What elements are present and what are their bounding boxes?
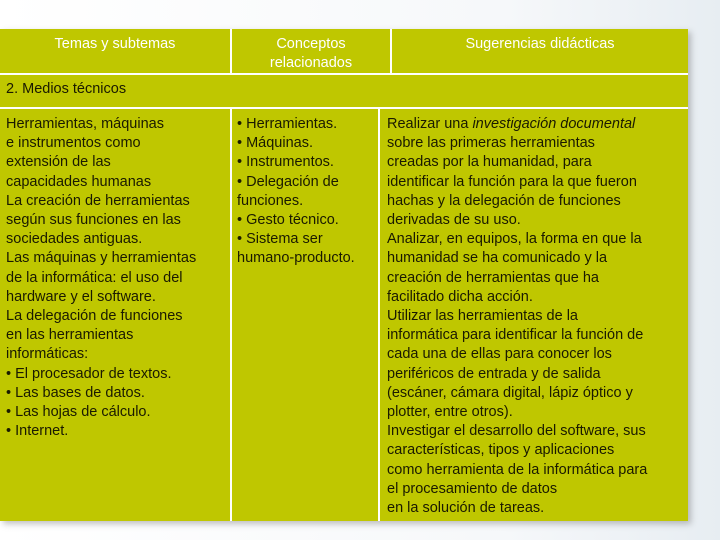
sugerencias-line: creación de herramientas que ha xyxy=(387,269,599,286)
column-divider-2-body xyxy=(378,109,380,521)
temas-line: • Las bases de datos. xyxy=(6,384,145,401)
temas-line: • Las hojas de cálculo. xyxy=(6,404,151,421)
conceptos-line: • Delegación de xyxy=(237,173,339,190)
sugerencias-line: hachas y la delegación de funciones xyxy=(387,192,621,209)
conceptos-line: funciones. xyxy=(237,192,304,209)
sugerencias-line: Investigar el desarrollo del software, sus xyxy=(387,423,646,440)
temas-line: informáticas: xyxy=(6,346,89,363)
temas-line: hardware y el software. xyxy=(6,288,156,305)
sugerencias-line: identificar la función para la que fueron xyxy=(387,173,637,190)
sugerencias-line: cada una de ellas para conocer los xyxy=(387,346,612,363)
temas-line: Herramientas, máquinas xyxy=(6,116,164,132)
temas-line: en las herramientas xyxy=(6,327,134,344)
temas-line: e instrumentos como xyxy=(6,135,141,152)
sugerencias-line xyxy=(387,115,685,134)
conceptos-line: • Sistema ser xyxy=(237,231,323,248)
section-title-text: 2. Medios técnicos xyxy=(6,81,127,97)
temas-line: capacidades humanas xyxy=(6,173,152,190)
sugerencias-prefix: Realizar una xyxy=(387,116,473,132)
temas-line: • Internet. xyxy=(6,423,69,440)
conceptos-line: • Máquinas. xyxy=(237,135,314,152)
sugerencias-line: en la solución de tareas. xyxy=(387,500,545,517)
temas-line: según sus funciones en las xyxy=(6,212,181,229)
header-temas xyxy=(0,35,230,54)
temas-line: Las máquinas y herramientas xyxy=(6,250,197,267)
sugerencias-line: periféricos de entrada y de salida xyxy=(387,365,601,382)
curriculum-table xyxy=(0,29,688,521)
temas-line: extensión de las xyxy=(6,154,111,171)
sugerencias-line: Utilizar las herramientas de la xyxy=(387,308,578,325)
sugerencias-cell xyxy=(387,115,685,518)
temas-cell xyxy=(6,115,228,441)
sugerencias-line: el procesamiento de datos xyxy=(387,480,558,497)
header-conceptos xyxy=(232,35,390,73)
header-sugerencias-label: Sugerencias didácticas xyxy=(465,36,615,52)
header-conceptos-line1: Conceptos xyxy=(276,36,346,52)
conceptos-cell xyxy=(237,115,377,269)
temas-line: sociedades antiguas. xyxy=(6,231,143,248)
conceptos-line: • Gesto técnico. xyxy=(237,212,339,229)
sugerencias-line: derivadas de su uso. xyxy=(387,212,521,229)
sugerencias-line: humanidad se ha comunicado y la xyxy=(387,250,608,267)
temas-line: La creación de herramientas xyxy=(6,192,190,209)
sugerencias-italic: investigación documental xyxy=(472,116,636,132)
sugerencias-line: creadas por la humanidad, para xyxy=(387,154,592,171)
sugerencias-line: características, tipos y aplicaciones xyxy=(387,442,615,459)
sugerencias-line: Analizar, en equipos, la forma en que la xyxy=(387,231,642,248)
conceptos-line: humano-producto. xyxy=(237,250,355,267)
conceptos-line: • Herramientas. xyxy=(237,116,338,132)
temas-line: • El procesador de textos. xyxy=(6,365,172,382)
section-bottom-border xyxy=(0,107,688,109)
sugerencias-line: plotter, entre otros). xyxy=(387,404,513,421)
header-conceptos-line2: relacionados xyxy=(269,55,353,71)
sugerencias-line: informática para identificar la función de xyxy=(387,327,644,344)
header-sugerencias xyxy=(392,35,688,54)
sugerencias-line: sobre las primeras herramientas xyxy=(387,135,595,152)
sugerencias-line: (escáner, cámara digital, lápiz óptico y xyxy=(387,384,633,401)
sugerencias-line: facilitado dicha acción. xyxy=(387,288,533,305)
conceptos-line: • Instrumentos. xyxy=(237,154,334,171)
column-divider-1-body xyxy=(230,109,232,521)
header-bottom-border xyxy=(0,73,688,75)
header-temas-label: Temas y subtemas xyxy=(54,36,176,52)
temas-line: de la informática: el uso del xyxy=(6,269,183,286)
sugerencias-line: como herramienta de la informática para xyxy=(387,461,648,478)
section-title xyxy=(6,80,606,99)
temas-line: La delegación de funciones xyxy=(6,308,183,325)
